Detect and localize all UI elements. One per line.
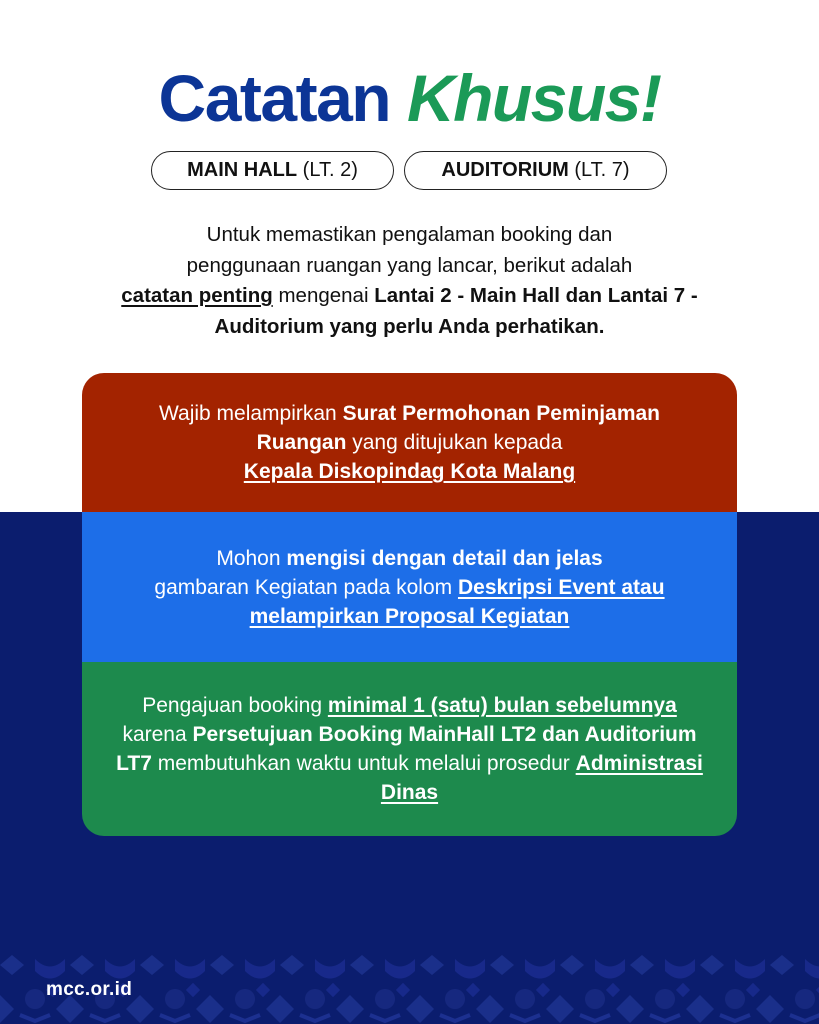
tag-auditorium xyxy=(404,151,667,190)
note-card-3-text xyxy=(112,691,707,807)
intro-line-2: penggunaan ruangan yang lancar, berikut adalah xyxy=(186,253,633,277)
note-card-1-text xyxy=(112,399,707,486)
note-3-underlined: minimal 1 (satu) bulan sebelumnya xyxy=(327,694,677,717)
note-3-text-c: membutuhkan waktu untuk melalui prosedur xyxy=(157,752,570,775)
tag-auditorium-floor: (LT. 7) xyxy=(574,159,630,181)
note-3-text-a: Pengajuan booking xyxy=(142,694,323,717)
tag-auditorium-name: AUDITORIUM xyxy=(441,159,569,181)
note-card-2-text xyxy=(112,544,707,631)
note-1-text-b: yang ditujukan kepada xyxy=(352,431,563,454)
note-card-1 xyxy=(82,373,737,512)
note-2-bold: mengisi dengan detail dan jelas xyxy=(286,546,603,570)
intro-underlined: catatan penting xyxy=(121,284,273,307)
note-card-2 xyxy=(82,512,737,662)
note-card-3 xyxy=(82,662,737,836)
note-2-text-a: Mohon xyxy=(216,546,281,570)
intro-mid: mengenai xyxy=(278,284,369,307)
tag-main-hall-floor: (LT. 2) xyxy=(302,159,358,181)
note-3-text-b: karena xyxy=(122,723,187,746)
page-title xyxy=(0,58,819,138)
note-2-underlined: Deskripsi Event atau melampirkan Proposal Kegiatan xyxy=(249,575,665,628)
note-1-underlined: Kepala Diskopindag Kota Malang xyxy=(243,460,576,483)
note-3-bold: Persetujuan Booking MainHall LT2 dan Auditorium LT7 xyxy=(116,723,697,775)
intro-paragraph xyxy=(90,220,729,342)
title-part-2: Khusus! xyxy=(406,61,661,135)
tag-main-hall xyxy=(151,151,394,190)
note-3-underlined-2: Administrasi Dinas xyxy=(380,752,703,804)
note-1-text-a: Wajib melampirkan xyxy=(158,402,337,425)
note-2-text-b: gambaran Kegiatan pada kolom xyxy=(154,575,453,599)
tag-main-hall-name: MAIN HALL xyxy=(187,159,298,181)
intro-line-1: Untuk memastikan pengalaman booking dan xyxy=(206,223,613,246)
intro-bold-end: Lantai 2 - Main Hall dan Lantai 7 - Auditorium yang perlu Anda perhatikan. xyxy=(214,284,698,338)
note-1-bold: Surat Permohonan Peminjaman Ruangan xyxy=(256,402,661,454)
title-part-1: Catatan xyxy=(158,61,391,135)
footer-website: mcc.or.id xyxy=(46,979,133,1000)
